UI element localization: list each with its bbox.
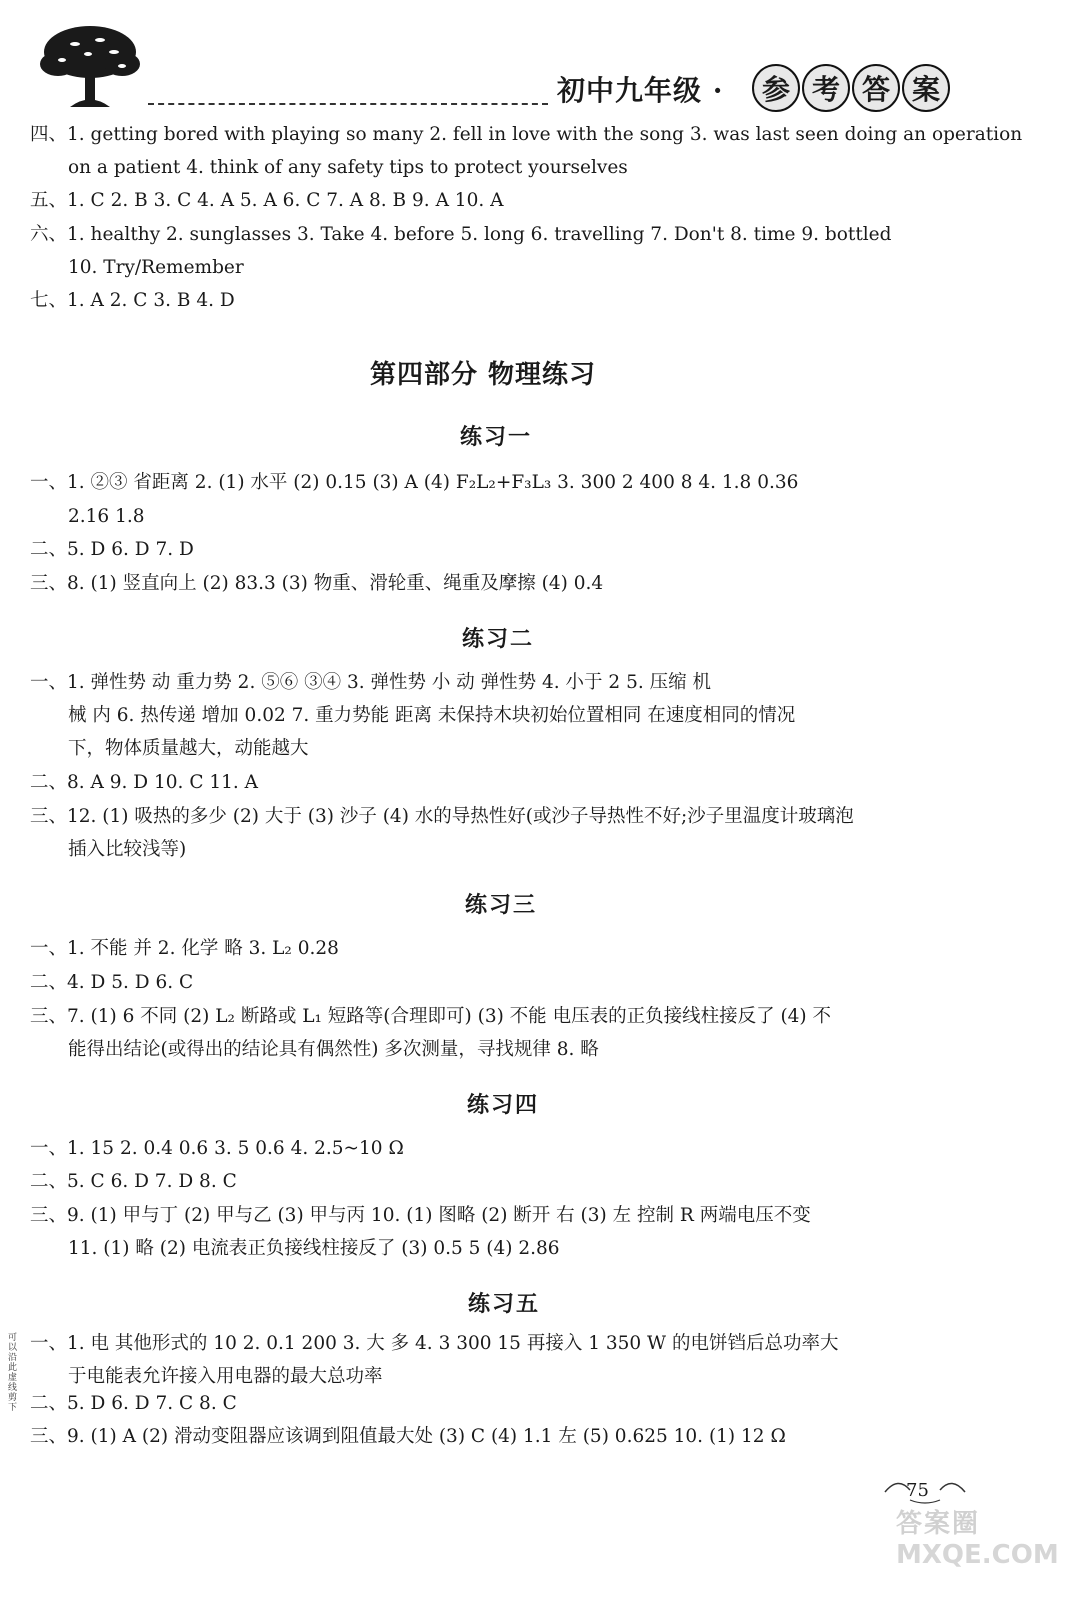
tree-logo-icon <box>30 22 150 114</box>
answer-line: 三、8. (1) 竖直向上 (2) 83.3 (3) 物重、滑轮重、绳重及摩擦 (4) 0.4 <box>30 573 604 594</box>
answer-line: 二、4. D 5. D 6. C <box>30 972 194 993</box>
answer-line: 四、1. getting bored with playing so many 2. fell in love with the song 3. was last seen doing an operation <box>30 124 1023 145</box>
header-badge-2: 考 <box>802 64 850 112</box>
answer-line: 二、5. D 6. D 7. C 8. C <box>30 1393 237 1414</box>
exercise-title: 练习三 <box>465 892 538 918</box>
answer-line: 三、7. (1) 6 不同 (2) L₂ 断路或 L₁ 短路等(合理即可) (3) 不能 电压表的正负接线柱接反了 (4) 不 <box>30 1006 832 1027</box>
answer-line: 2.16 1.8 <box>68 506 145 527</box>
exercise-title: 练习二 <box>462 626 535 652</box>
answer-line: 一、1. 15 2. 0.4 0.6 3. 5 0.6 4. 2.5~10 Ω <box>30 1138 404 1159</box>
answer-line: 二、5. C 6. D 7. D 8. C <box>30 1171 237 1192</box>
section-title: 第四部分 物理练习 <box>370 360 597 390</box>
answer-line: 三、9. (1) 甲与丁 (2) 甲与乙 (3) 甲与丙 10. (1) 图略 (2) 断开 右 (3) 左 控制 R 两端电压不变 <box>30 1205 811 1226</box>
answer-line: 二、5. D 6. D 7. D <box>30 539 194 560</box>
answer-line: 六、1. healthy 2. sunglasses 3. Take 4. before 5. long 6. travelling 7. Don't 8. time 9. bottled <box>30 224 892 245</box>
answer-line: on a patient 4. think of any safety tips to protect yourselves <box>68 157 628 178</box>
answer-line: 三、12. (1) 吸热的多少 (2) 大于 (3) 沙子 (4) 水的导热性好(或沙子导热性不好;沙子里温度计玻璃泡 <box>30 806 854 827</box>
answer-line: 下，物体质量越大，动能越大 <box>68 738 309 759</box>
page-number: 75 <box>906 1480 929 1501</box>
answer-line: 插入比较浅等) <box>68 839 187 860</box>
watermark-text: 答案圈 <box>896 1509 981 1539</box>
header-dashed-rule <box>148 103 548 105</box>
header-badge-4: 案 <box>902 64 950 112</box>
answer-line: 能得出结论(或得出的结论具有偶然性) 多次测量，寻找规律 8. 略 <box>68 1039 599 1060</box>
answer-line: 一、1. 电 其他形式的 10 2. 0.1 200 3. 大 多 4. 3 300 15 再接入 1 350 W 的电饼铛后总功率大 <box>30 1333 839 1354</box>
cut-line-note: 可以沿此虚线剪下 <box>8 1333 18 1413</box>
answer-line: 于电能表允许接入用电器的最大总功率 <box>68 1366 383 1387</box>
answer-line: 一、1. 不能 并 2. 化学 略 3. L₂ 0.28 <box>30 938 339 959</box>
header-badge-1: 参 <box>752 64 800 112</box>
exercise-title: 练习五 <box>468 1291 541 1317</box>
watermark-url: MXQE.COM <box>896 1540 1059 1570</box>
answer-line: 11. (1) 略 (2) 电流表正负接线柱接反了 (3) 0.5 5 (4) 2.86 <box>68 1238 560 1259</box>
answer-line: 10. Try/Remember <box>68 257 244 278</box>
answer-line: 五、1. C 2. B 3. C 4. A 5. A 6. C 7. A 8. B 9. A 10. A <box>30 190 504 211</box>
answer-line: 一、1. 弹性势 动 重力势 2. ⑤⑥ ③④ 3. 弹性势 小 动 弹性势 4. 小于 2 5. 压缩 机 <box>30 672 711 693</box>
exercise-title: 练习一 <box>460 424 533 450</box>
answer-line: 三、9. (1) A (2) 滑动变阻器应该调到阻值最大处 (3) C (4) 1.1 左 (5) 0.625 10. (1) 12 Ω <box>30 1426 786 1447</box>
header-title: 初中九年级 · <box>557 74 724 107</box>
answer-line: 七、1. A 2. C 3. B 4. D <box>30 290 235 311</box>
answer-line: 械 内 6. 热传递 增加 0.02 7. 重力势能 距离 未保持木块初始位置相同 在速度相同的情况 <box>68 705 796 726</box>
exercise-title: 练习四 <box>467 1092 540 1118</box>
header-badge-3: 答 <box>852 64 900 112</box>
answer-line: 二、8. A 9. D 10. C 11. A <box>30 772 259 793</box>
answer-line: 一、1. ②③ 省距离 2. (1) 水平 (2) 0.15 (3) A (4) F₂L₂+F₃L₃ 3. 300 2 400 8 4. 1.8 0.36 <box>30 472 799 493</box>
